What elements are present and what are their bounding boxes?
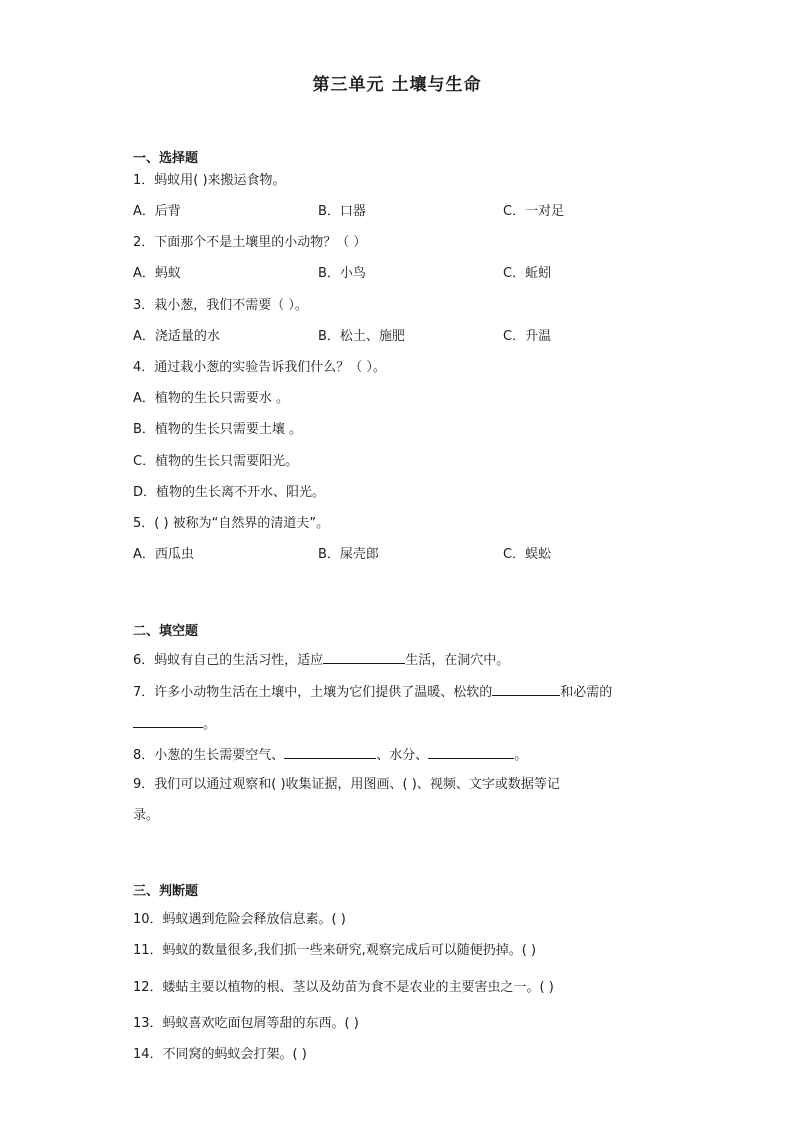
q4-option-c: C．植物的生长只需要阳光。 bbox=[133, 454, 299, 469]
question-1: 1．蚂蚁用( )来搬运食物。 bbox=[133, 173, 286, 188]
q8-blank-1[interactable] bbox=[284, 745, 376, 759]
question-4: 4．通过栽小葱的实验告诉我们什么？（ ）。 bbox=[133, 360, 386, 375]
q4-option-d: D．植物的生长离不开水、阳光。 bbox=[133, 485, 326, 500]
q8-blank-2[interactable] bbox=[428, 745, 514, 759]
question-9-continued: 录。 bbox=[133, 808, 160, 823]
q3-option-a: A．浇适量的水 bbox=[133, 329, 220, 344]
q1-option-b: B．口器 bbox=[318, 204, 366, 219]
q7-blank-2[interactable] bbox=[133, 714, 203, 728]
q7-text-before: 7．许多小动物生活在土壤中，土壤为它们提供了温暖、松软的 bbox=[133, 685, 493, 700]
q4-option-a: A．植物的生长只需要水 。 bbox=[133, 391, 290, 406]
question-7 bbox=[133, 682, 612, 702]
question-6 bbox=[133, 650, 509, 670]
section-heading-choice: 一、选择题 bbox=[133, 151, 199, 166]
question-13: 13．蚂蚁喜欢吃面包屑等甜的东西。( ) bbox=[133, 1016, 359, 1031]
section-heading-fill: 二、填空题 bbox=[133, 624, 199, 639]
question-12: 12．蝼蛄主要以植物的根、茎以及幼苗为食不是农业的主要害虫之一。( ) bbox=[133, 980, 554, 995]
question-11: 11．蚂蚁的数量很多,我们抓一些来研究,观察完成后可以随便扔掉。( ) bbox=[133, 943, 537, 958]
q3-option-b: B．松土、施肥 bbox=[318, 329, 405, 344]
q7-text-after: 。 bbox=[203, 717, 217, 732]
page-title: 第三单元 土壤与生命 bbox=[312, 75, 482, 95]
q5-option-b: B．屎壳郎 bbox=[318, 547, 379, 562]
question-2: 2．下面那个不是土壤里的小动物？（ ） bbox=[133, 235, 367, 250]
q6-text-before: 6．蚂蚁有自己的生活习性，适应 bbox=[133, 653, 324, 668]
question-7-continued bbox=[133, 714, 216, 734]
q3-option-c: C．升温 bbox=[503, 329, 552, 344]
q4-option-b: B．植物的生长只需要土壤 。 bbox=[133, 422, 303, 437]
q8-text-after: 。 bbox=[514, 748, 528, 763]
question-9: 9．我们可以通过观察和( )收集证据，用图画、( )、视频、文字或数据等记 bbox=[133, 777, 560, 792]
q5-option-a: A．西瓜虫 bbox=[133, 547, 194, 562]
q2-option-c: C．蚯蚓 bbox=[503, 266, 552, 281]
question-3: 3．栽小葱，我们不需要（ ）。 bbox=[133, 298, 308, 313]
q2-option-b: B．小鸟 bbox=[318, 266, 366, 281]
q7-blank-1[interactable] bbox=[492, 682, 560, 696]
question-5: 5．( ) 被称为“自然界的清道夫”。 bbox=[133, 516, 330, 531]
q7-text-middle: 和必需的 bbox=[560, 685, 613, 700]
question-8 bbox=[133, 745, 527, 765]
question-10: 10．蚂蚁遇到危险会释放信息素。( ) bbox=[133, 912, 346, 927]
question-14: 14．不同窝的蚂蚁会打架。( ) bbox=[133, 1047, 307, 1062]
q2-option-a: A．蚂蚁 bbox=[133, 266, 181, 281]
q1-option-a: A．后背 bbox=[133, 204, 181, 219]
q6-text-after: 生活，在洞穴中。 bbox=[405, 653, 510, 668]
q8-text-before: 8．小葱的生长需要空气、 bbox=[133, 748, 285, 763]
q8-text-middle: 、水分、 bbox=[376, 748, 429, 763]
q1-option-c: C．一对足 bbox=[503, 204, 565, 219]
q5-option-c: C．蜈蚣 bbox=[503, 547, 552, 562]
q6-blank[interactable] bbox=[323, 650, 405, 664]
section-heading-judge: 三、判断题 bbox=[133, 884, 199, 899]
